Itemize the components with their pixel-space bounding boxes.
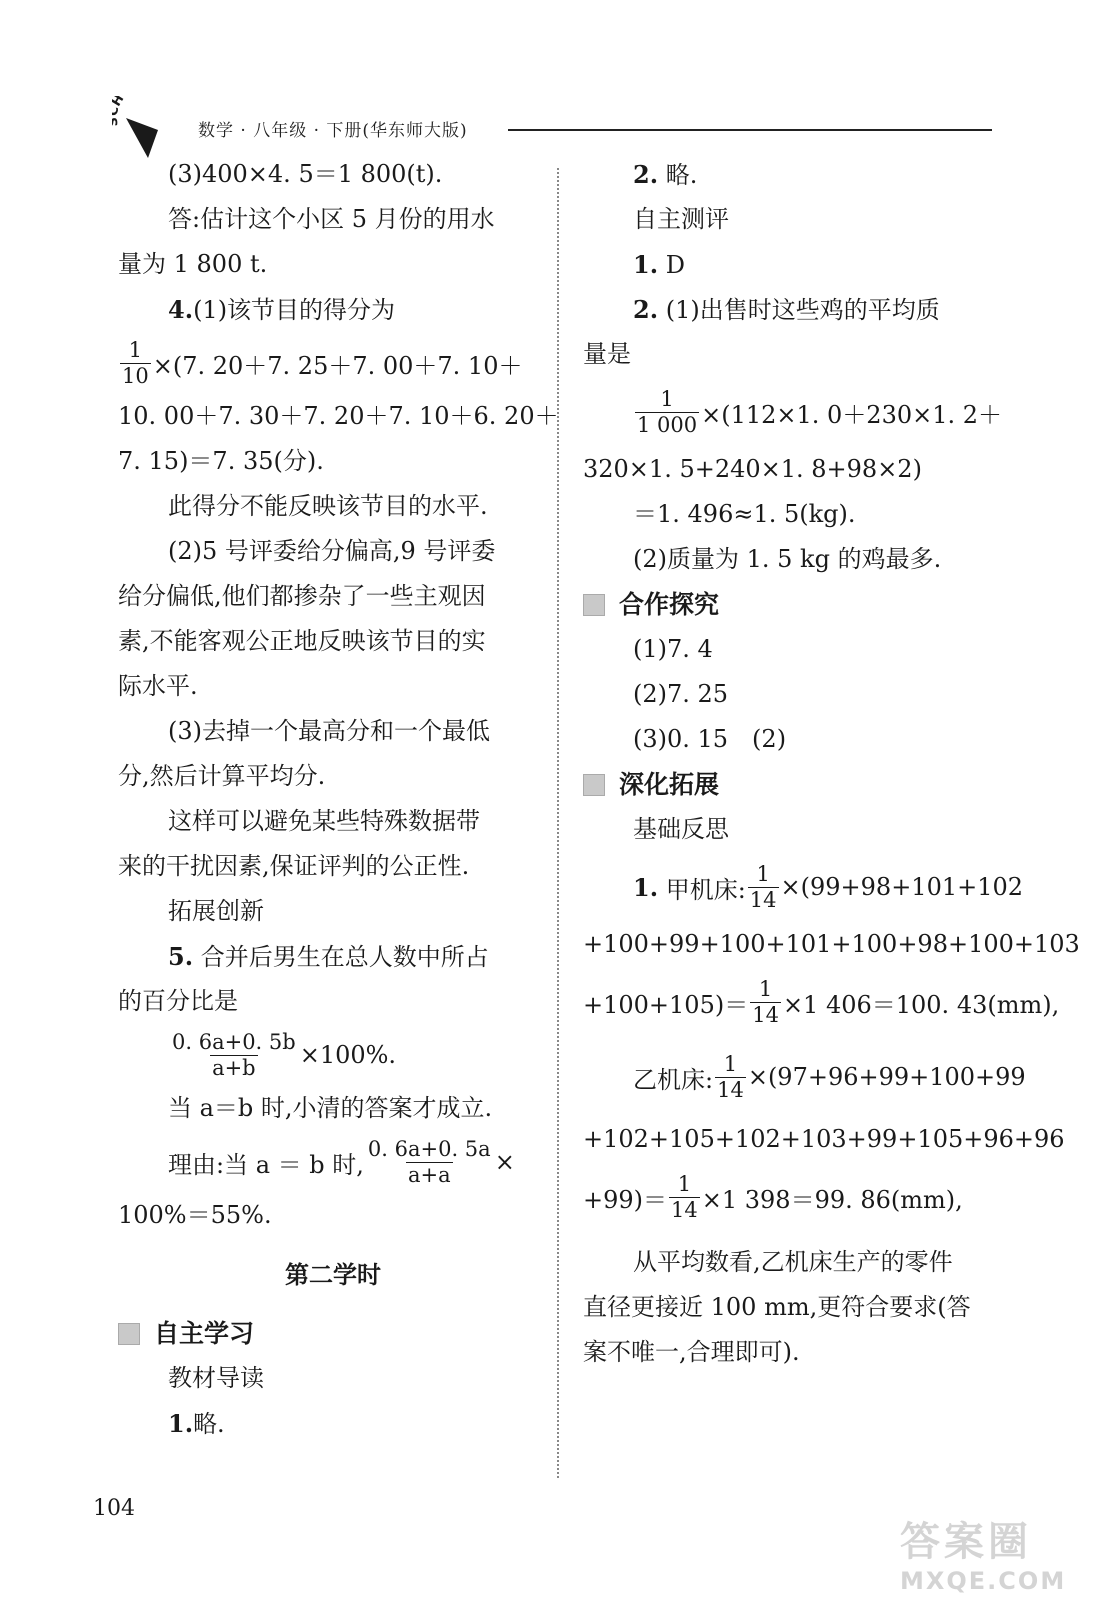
fraction: $\frac{1}{14}$ (752, 977, 779, 1027)
formula-line: $\frac{0. 6a+0. 5b}{a+b}$ ×100%. (172, 1030, 397, 1080)
subheading: 教材导读 (168, 1364, 264, 1392)
text-line: ＝1. 496≈1. 5(kg). (633, 500, 856, 528)
question-text: (1)该节目的得分为 (193, 296, 396, 324)
text-line: +100+99+100+101+100+98+100+103 (583, 930, 1080, 958)
text-line: 直径更接近 100 mm,更符合要求(答 (583, 1293, 971, 1321)
text-line: 量为 1 800 t. (118, 250, 268, 278)
section-heading: 自主学习 (118, 1311, 548, 1356)
section-marker-icon (583, 594, 605, 616)
text-line: 10. 00＋7. 30＋7. 20＋7. 10＋6. 20＋ (118, 402, 559, 430)
text-line: 案不唯一,合理即可). (583, 1338, 800, 1366)
formula-line: 乙机床: $\frac{1}{14}$ ×(97+96+99+100+99 (633, 1052, 1026, 1102)
watermark: 答案圈 MXQE.COM (900, 1519, 1067, 1595)
text-line: 7. 15)＝7. 35(分). (118, 447, 324, 475)
text-line: (3)0. 15 (2) (633, 725, 787, 753)
text-line: 分,然后计算平均分. (118, 762, 326, 790)
fraction: $\frac{1}{14}$ (671, 1172, 698, 1222)
test-2: 2. (1)出售时这些鸡的平均质 (633, 295, 940, 324)
section-heading: 合作探究 (583, 582, 993, 627)
question-number: 4. (168, 295, 194, 324)
text-line: 此得分不能反映该节目的水平. (168, 492, 488, 520)
fraction: $\frac{0. 6a+0. 5b}{a+b}$ (172, 1030, 296, 1080)
formula-line: $\frac{1}{10}$ ×(7. 20＋7. 25＋7. 00＋7. 10＋ (122, 338, 523, 388)
text-line: 素,不能客观公正地反映该节目的实 (118, 627, 486, 655)
lesson-title: 第二学时 (285, 1260, 381, 1289)
text-line: 来的干扰因素,保证评判的公正性. (118, 852, 470, 880)
page-number: 104 (93, 1496, 135, 1521)
fraction: $\frac{0. 6a+0. 5a}{a+a}$ (367, 1137, 491, 1187)
subheading: 基础反思 (633, 815, 729, 843)
question-number: 5. (168, 942, 194, 971)
question-text: 合并后男生在总人数中所占 (200, 943, 489, 971)
subheading: 自主测评 (633, 205, 729, 233)
text-line: 给分偏低,他们都掺杂了一些主观因 (118, 582, 486, 610)
left-column (118, 152, 559, 1446)
school-logo-icon (112, 96, 184, 160)
formula-line: +99)＝ $\frac{1}{14}$ ×1 398＝99. 86(mm), (583, 1172, 963, 1222)
formula-line: 1. 甲机床: $\frac{1}{14}$ ×(99+98+101+102 (633, 862, 1024, 912)
text-line: 的百分比是 (118, 987, 238, 1015)
text-line: 际水平. (118, 672, 198, 700)
text-line: (1)7. 4 (633, 635, 713, 663)
text-line: 答:估计这个小区 5 月份的用水 (168, 205, 495, 233)
subheading: 拓展创新 (168, 897, 264, 925)
fraction: $\frac{1}{14}$ (717, 1052, 744, 1102)
question-4 (118, 287, 548, 332)
text-line: +102+105+102+103+99+105+96+96 (583, 1125, 1065, 1153)
text-line: 100%＝55%. (118, 1201, 272, 1229)
fraction: $\frac{1}{14}$ (749, 862, 777, 912)
test-1: 1. D (633, 250, 685, 279)
formula-line: $\frac{1}{1 000}$ ×(112×1. 0＋230×1. 2＋ (637, 387, 1003, 437)
section-marker-icon (583, 774, 605, 796)
formula-line: +100+105)＝ $\frac{1}{14}$ ×1 406＝100. 43(mm), (583, 977, 1060, 1027)
text-line: 量是 (583, 340, 631, 368)
text-line: 当 a＝b 时,小清的答案才成立. (168, 1094, 493, 1122)
text-line: (3)去掉一个最高分和一个最低 (168, 717, 490, 745)
text-line: (2)质量为 1. 5 kg 的鸡最多. (633, 545, 942, 573)
formula-line: 理由:当 a ＝ b 时, $\frac{0. 6a+0. 5a}{a+a}$ × (168, 1137, 515, 1187)
fraction: $\frac{1}{1 000}$ (637, 387, 698, 437)
section-marker-icon (118, 1323, 140, 1345)
column-divider (557, 168, 559, 1478)
text-line: (3)400×4. 5＝1 800(t). (168, 160, 443, 188)
fraction: $\frac{1}{10}$ (122, 338, 149, 388)
header-rule (508, 129, 992, 131)
text-line: 320×1. 5+240×1. 8+98×2) (583, 455, 922, 483)
answer-2: 2. 略. (633, 160, 698, 189)
text-line: (2)5 号评委给分偏高,9 号评委 (168, 537, 496, 565)
header-title: 数学 · 八年级 · 下册(华东师大版) (198, 121, 468, 141)
question-5 (118, 934, 548, 979)
section-heading: 深化拓展 (583, 762, 993, 807)
text-line: 这样可以避免某些特殊数据带 (168, 807, 480, 835)
text-line: 从平均数看,乙机床生产的零件 (633, 1248, 953, 1276)
text-line: (2)7. 25 (633, 680, 729, 708)
answer-1: 1.略. (168, 1409, 225, 1438)
right-column (583, 152, 1080, 1375)
